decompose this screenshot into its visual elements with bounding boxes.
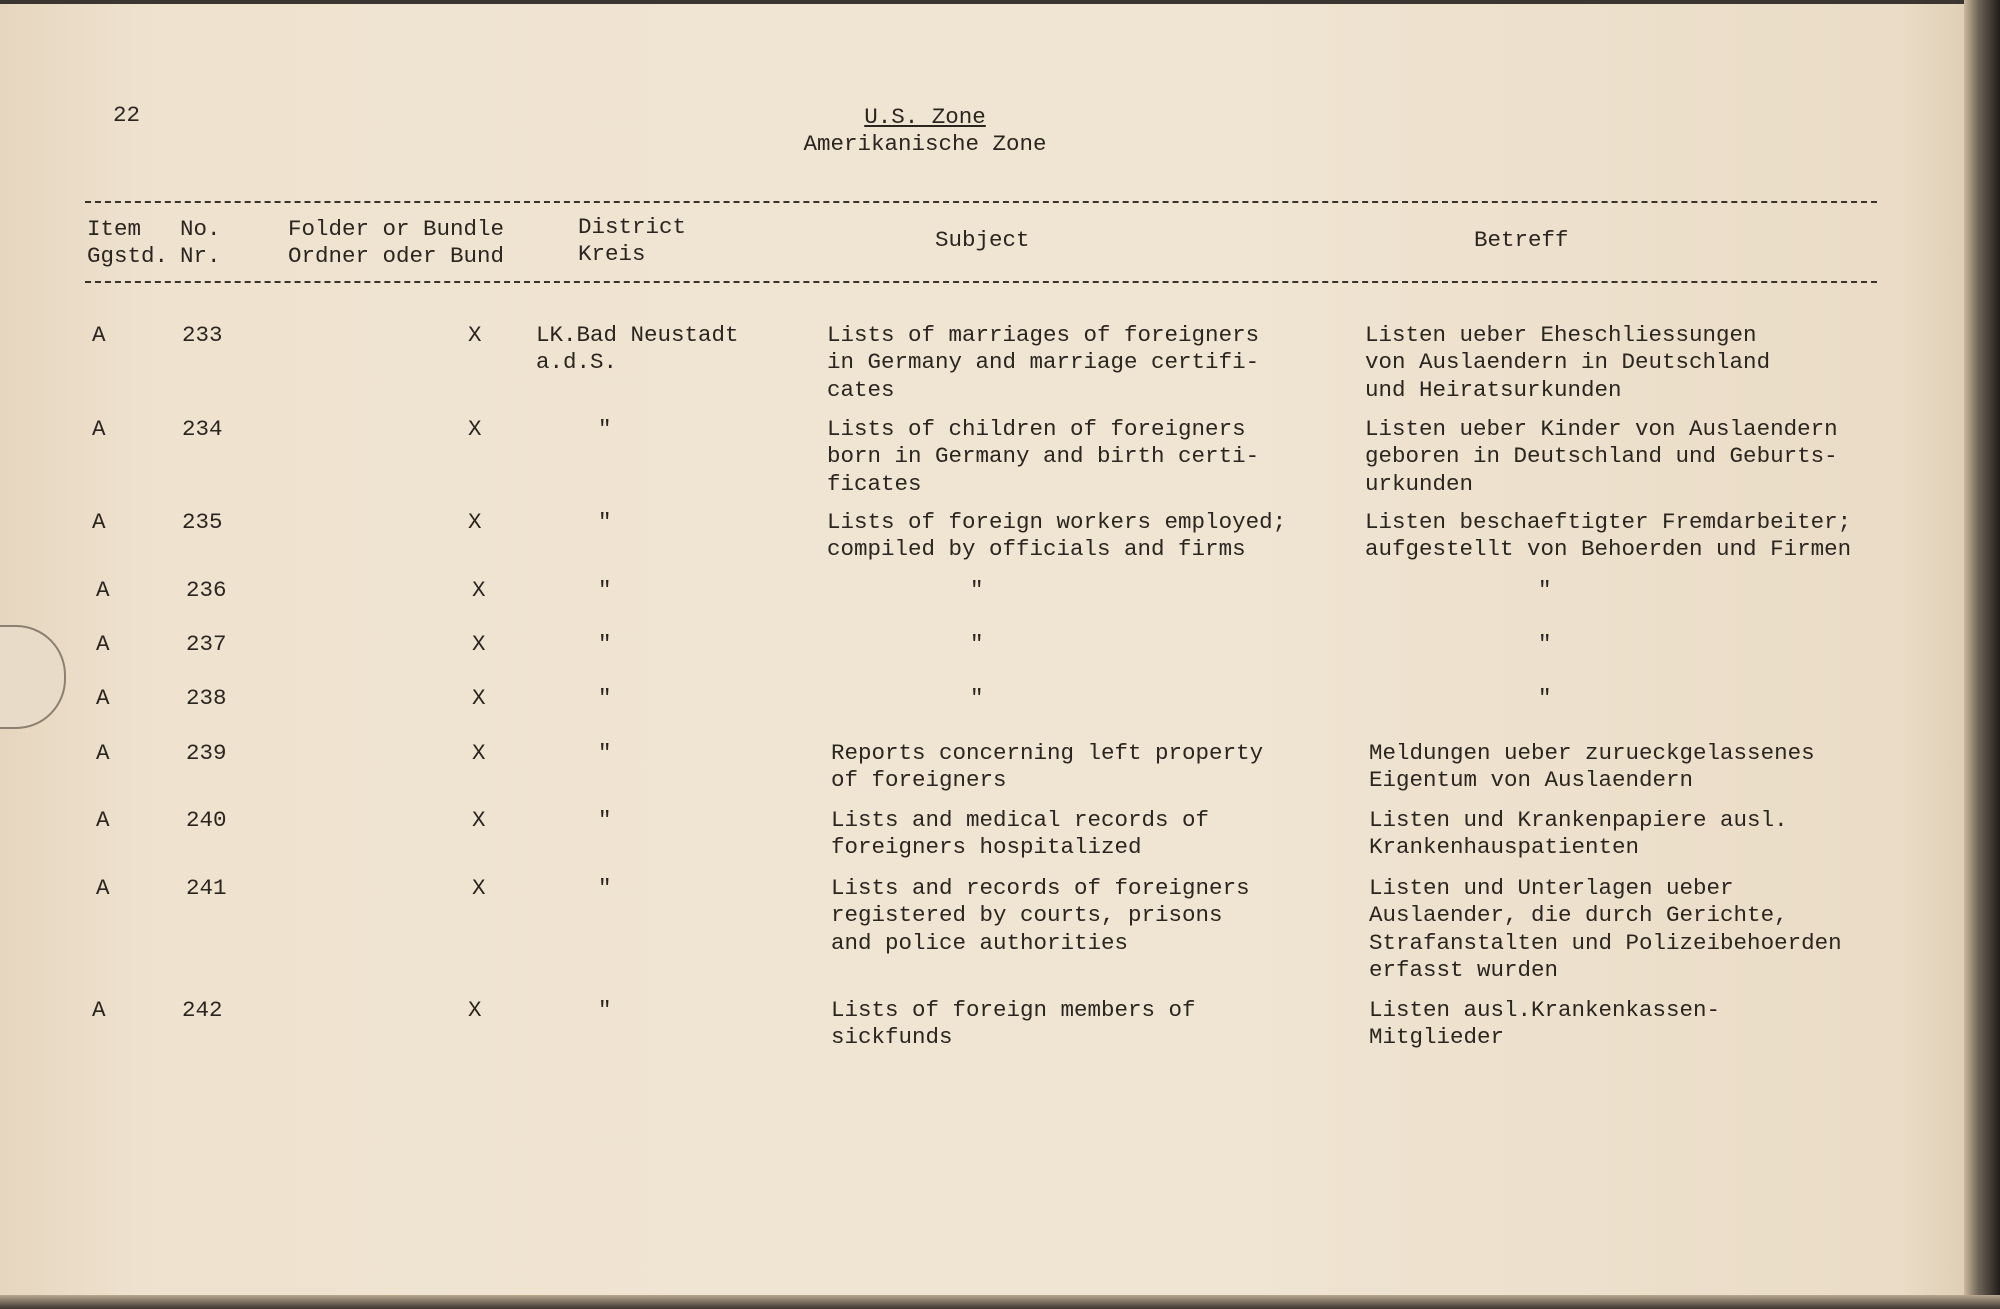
header-folder: Folder or Bundle xyxy=(288,216,505,242)
cell-no: 236 xyxy=(186,577,227,603)
cell-subject: " xyxy=(970,685,984,711)
cell-district: " xyxy=(598,807,612,833)
scan-top-edge xyxy=(0,0,2000,4)
header-district: District xyxy=(578,214,687,240)
cell-betreff: Listen und Unterlagen ueber Auslaender, die durch Gerichte, Strafanstalten und Polizeibehoerden erfasst wurden xyxy=(1369,875,1842,984)
header-rule-top xyxy=(85,201,1877,203)
cell-district: LK.Bad Neustadt a.d.S. xyxy=(536,322,739,376)
cell-district: " xyxy=(598,685,612,711)
cell-folder-mark: X xyxy=(472,577,486,603)
page-number: 22 xyxy=(113,102,141,128)
cell-betreff: " xyxy=(1538,577,1552,603)
page-subtitle: Amerikanische Zone xyxy=(803,131,1047,157)
cell-folder-mark: X xyxy=(472,685,486,711)
page-title: U.S. Zone xyxy=(864,104,986,130)
cell-subject: " xyxy=(970,577,984,603)
cell-subject: Lists and records of foreigners registered by courts, prisons and police authorities xyxy=(831,875,1250,956)
cell-item: A xyxy=(92,322,106,348)
header-betreff: Betreff xyxy=(1474,227,1569,253)
cell-no: 235 xyxy=(182,509,223,535)
cell-subject: " xyxy=(970,631,984,657)
cell-no: 241 xyxy=(186,875,227,901)
cell-district: " xyxy=(598,416,612,442)
cell-folder-mark: X xyxy=(468,416,482,442)
cell-folder-mark: X xyxy=(472,807,486,833)
header-rule-bottom xyxy=(85,281,1877,283)
cell-folder-mark: X xyxy=(468,322,482,348)
cell-item: A xyxy=(92,416,106,442)
cell-item: A xyxy=(96,685,110,711)
cell-betreff: Listen beschaeftigter Fremdarbeiter; aufgestellt von Behoerden und Firmen xyxy=(1365,509,1852,563)
cell-district: " xyxy=(598,631,612,657)
header-subject: Subject xyxy=(935,227,1030,253)
header-district-de: Kreis xyxy=(578,241,646,267)
cell-district: " xyxy=(598,740,612,766)
cell-no: 233 xyxy=(182,322,223,348)
header-folder-de: Ordner oder Bund xyxy=(288,243,505,269)
cell-no: 239 xyxy=(186,740,227,766)
cell-folder-mark: X xyxy=(468,997,482,1023)
cell-no: 237 xyxy=(186,631,227,657)
scan-bottom-edge xyxy=(0,1295,2000,1309)
cell-no: 234 xyxy=(182,416,223,442)
cell-district: " xyxy=(598,577,612,603)
cell-item: A xyxy=(96,875,110,901)
cell-folder-mark: X xyxy=(472,740,486,766)
cell-betreff: Listen ueber Eheschliessungen von Auslaendern in Deutschland und Heiratsurkunden xyxy=(1365,322,1771,403)
cell-item: A xyxy=(96,577,110,603)
cell-betreff: " xyxy=(1538,685,1552,711)
header-item-de: Ggstd. xyxy=(87,243,169,269)
cell-betreff: Meldungen ueber zurueckgelassenes Eigentum von Auslaendern xyxy=(1369,740,1815,794)
cell-betreff: Listen ueber Kinder von Auslaendern geboren in Deutschland und Geburts- urkunden xyxy=(1365,416,1838,497)
cell-district: " xyxy=(598,997,612,1023)
header-no: No. xyxy=(180,216,221,242)
cell-subject: Lists of foreign members of sickfunds xyxy=(831,997,1196,1051)
cell-subject: Reports concerning left property of foreigners xyxy=(831,740,1264,794)
cell-no: 238 xyxy=(186,685,227,711)
page-tab xyxy=(0,625,66,729)
cell-subject: Lists of marriages of foreigners in Germany and marriage certifi- cates xyxy=(827,322,1260,403)
cell-subject: Lists of children of foreigners born in Germany and birth certi- ficates xyxy=(827,416,1260,497)
cell-folder-mark: X xyxy=(472,631,486,657)
cell-folder-mark: X xyxy=(468,509,482,535)
cell-subject: Lists and medical records of foreigners hospitalized xyxy=(831,807,1210,861)
cell-folder-mark: X xyxy=(472,875,486,901)
cell-item: A xyxy=(96,631,110,657)
cell-no: 240 xyxy=(186,807,227,833)
header-no-de: Nr. xyxy=(180,243,221,269)
cell-betreff: Listen ausl.Krankenkassen- Mitglieder xyxy=(1369,997,1721,1051)
cell-subject: Lists of foreign workers employed; compiled by officials and firms xyxy=(827,509,1287,563)
cell-district: " xyxy=(598,509,612,535)
cell-betreff: Listen und Krankenpapiere ausl. Krankenhauspatienten xyxy=(1369,807,1788,861)
book-spine-edge xyxy=(1964,0,2000,1309)
cell-item: A xyxy=(92,509,106,535)
cell-no: 242 xyxy=(182,997,223,1023)
cell-item: A xyxy=(92,997,106,1023)
header-item: Item xyxy=(87,216,142,242)
cell-item: A xyxy=(96,807,110,833)
cell-betreff: " xyxy=(1538,631,1552,657)
cell-district: " xyxy=(598,875,612,901)
cell-item: A xyxy=(96,740,110,766)
